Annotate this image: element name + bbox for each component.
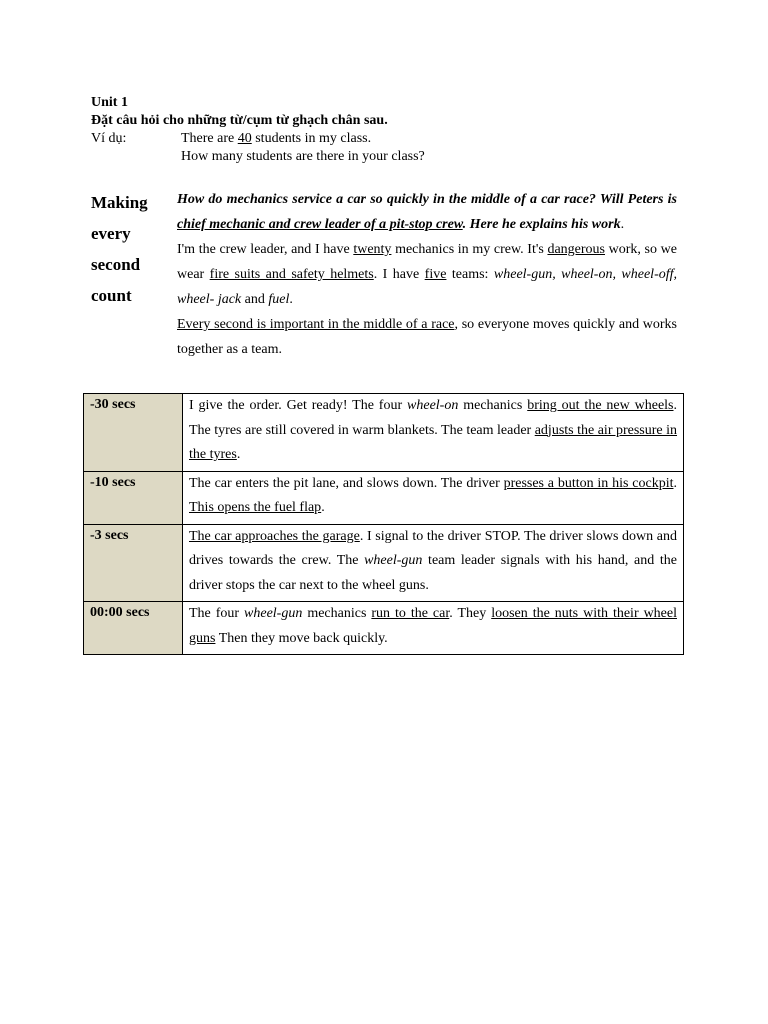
- article-intro: How do mechanics service a car so quickly in the middle of a car race? Will Peters is chief mechanic and crew leader of a pit-stop crew. Here he explains his work.: [177, 192, 677, 232]
- time-cell: -3 secs: [84, 524, 183, 602]
- description-cell: The four wheel-gun mechanics run to the car. They loosen the nuts with their wheel guns Then they move back quickly.: [183, 602, 684, 655]
- description-cell: The car enters the pit lane, and slows down. The driver presses a button in his cockpit. This opens the fuel flap.: [183, 471, 684, 524]
- table-row: [84, 524, 684, 602]
- table-row: [84, 394, 684, 472]
- example-question: How many students are there in your class?: [181, 149, 425, 164]
- instruction-text: Đặt câu hỏi cho những từ/cụm từ ghạch chân sau.: [91, 113, 388, 128]
- table-row: [84, 602, 684, 655]
- time-cell: 00:00 secs: [84, 602, 183, 655]
- example-label: Ví dụ:: [91, 131, 127, 146]
- title-word: count: [91, 286, 132, 305]
- title-word: Making: [91, 193, 148, 212]
- table-row: [84, 471, 684, 524]
- timeline-table: [83, 393, 684, 655]
- article-title: [91, 187, 171, 311]
- example-sentence: There are 40 students in my class.: [181, 131, 372, 146]
- title-word: every: [91, 224, 131, 243]
- time-cell: -30 secs: [84, 394, 183, 472]
- description-cell: The car approaches the garage. I signal to the driver STOP. The driver slows down and drives towards the crew. The wheel-gun team leader signals with his hand, and the driver stops the car next to the wheel guns.: [183, 524, 684, 602]
- unit-heading: Unit 1: [91, 95, 128, 110]
- description-cell: I give the order. Get ready! The four wheel-on mechanics bring out the new wheels. The tyres are still covered in warm blankets. The team leader adjusts the air pressure in the tyres.: [183, 394, 684, 472]
- title-word: second: [91, 255, 141, 274]
- article-paragraph: Every second is important in the middle of a race, so everyone moves quickly and works together as a team.: [177, 317, 677, 357]
- article-paragraph: I'm the crew leader, and I have twenty mechanics in my crew. It's dangerous work, so we wear fire suits and safety helmets. I have five teams: wheel-gun, wheel-on, wheel-off, wheel- jack and fuel.: [177, 242, 678, 307]
- time-cell: -10 secs: [84, 471, 183, 524]
- article-body: [177, 187, 677, 362]
